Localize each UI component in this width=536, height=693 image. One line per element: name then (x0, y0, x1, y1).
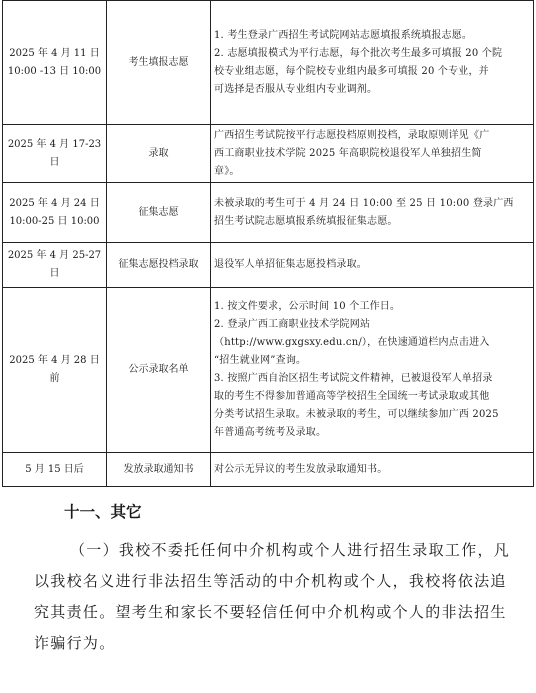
description-cell: 未被录取的考生可于 4 月 24 日 10:00 至 25 日 10:00 登录广西 招生考试院志愿填报系统填报征集志愿。 (211, 183, 534, 243)
stage-cell: 发放录取通知书 (107, 453, 211, 487)
date-cell: 2025 年 4 月 24 日 10:00-25 日 10:00 (3, 183, 107, 243)
section-heading: 十一、其它 (64, 503, 142, 521)
description-cell: 1. 按文件要求，公示时间 10 个工作日。 2. 登录广西工商职业技术学院网站 （http://www.gxgsxy.edu.cn/），在快速通道栏内点击进入 “招生就业网”查询。 3. 按照广西自治区招生考试院文件精神，已被退役军人单招录 取的考生不得参加普通高等学校招生全国统一考试录取或其他 分类考试招生录取。未被录取的考生，可以继续参加广西 2025 年普通高考统考及录取。 (211, 288, 534, 453)
stage-cell: 录取 (107, 125, 211, 183)
admission-schedule-table (2, 0, 534, 487)
table-row (3, 288, 534, 453)
stage-cell: 征集志愿 (107, 183, 211, 243)
table-row (3, 1, 534, 125)
description-cell: 1. 考生登录广西招生考试院网站志愿填报系统填报志愿。 2. 志愿填报模式为平行志愿，每个批次考生最多可填报 20 个院 校专业组志愿，每个院校专业组内最多可填报 20 个专业，并 可选择是否服从专业组内专业调剂。 (211, 1, 534, 125)
date-cell: 2025 年 4 月 11 日 10:00 -13 日 10:00 (3, 1, 107, 125)
date-cell: 2025 年 4 月 28 日前 (3, 288, 107, 453)
website-link-line[interactable]: （http://www.gxgsxy.edu.cn/），在快速通道栏内点击进入 (214, 337, 490, 348)
date-cell: 2025 年 4 月 17-23 日 (3, 125, 107, 183)
table-row (3, 183, 534, 243)
table-row (3, 125, 534, 183)
stage-cell: 征集志愿投档录取 (107, 243, 211, 288)
description-cell: 广西招生考试院按平行志愿投档原则投档，录取原则详见《广 西工商职业技术学院 2025 年高职院校退役军人单独招生简 章》。 (211, 125, 534, 183)
date-cell: 5 月 15 日后 (3, 453, 107, 487)
table-row (3, 453, 534, 487)
table-row (3, 243, 534, 288)
description-cell: 退役军人单招征集志愿投档录取。 (211, 243, 534, 288)
description-cell: 对公示无异议的考生发放录取通知书。 (211, 453, 534, 487)
body-paragraph: （一）我校不委托任何中介机构或个人进行招生录取工作，凡以我校名义进行非法招生等活动的中介机构或个人，我校将依法追究其责任。望考生和家长不要轻信任何中介机构或个人的非法招生诈骗行为。 (34, 541, 511, 652)
stage-cell: 公示录取名单 (107, 288, 211, 453)
stage-cell: 考生填报志愿 (107, 1, 211, 125)
date-cell: 2025 年 4 月 25-27 日 (3, 243, 107, 288)
